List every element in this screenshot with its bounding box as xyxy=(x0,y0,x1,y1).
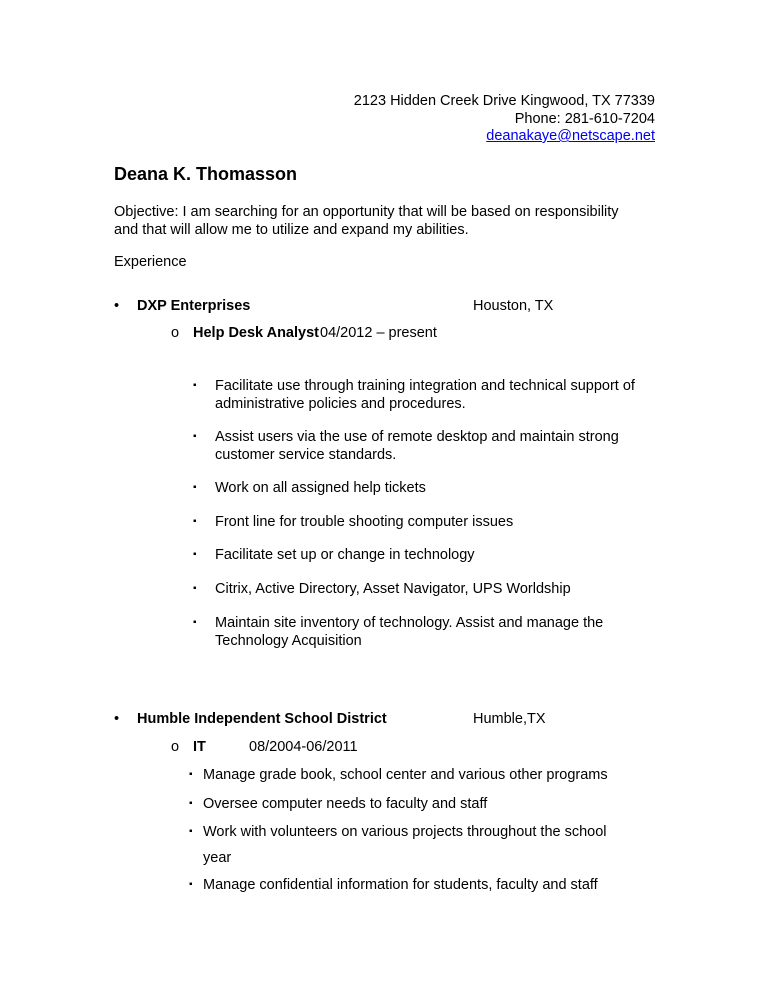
candidate-name: Deana K. Thomasson xyxy=(114,164,298,184)
job-company: DXP Enterprises xyxy=(137,298,251,314)
duty-line: Citrix, Active Directory, Asset Navigator, UPS Worldship xyxy=(215,581,571,597)
experience-heading: Experience xyxy=(114,254,187,270)
job-dates: 04/2012 – present xyxy=(320,325,437,341)
duty-line: Oversee computer needs to faculty and staff xyxy=(203,796,488,812)
duty-bullet: ▪ xyxy=(193,516,197,527)
duty-line: Facilitate set up or change in technology xyxy=(215,547,475,563)
duty-bullet: ▪ xyxy=(193,583,197,594)
duty-bullet: ▪ xyxy=(189,826,193,837)
contact-address: 2123 Hidden Creek Drive Kingwood, TX 77339 xyxy=(353,93,655,109)
duty-bullet: ▪ xyxy=(189,798,193,809)
job-title-marker: o xyxy=(171,739,180,755)
duty-bullet: ▪ xyxy=(193,431,197,442)
job-title-marker: o xyxy=(171,325,180,341)
duty-bullet: ▪ xyxy=(193,617,197,628)
duty-bullet: ▪ xyxy=(193,549,197,560)
duty-line: Work with volunteers on various projects throughout the school xyxy=(203,824,607,840)
duty-line: customer service standards. xyxy=(215,447,397,463)
duty-line: year xyxy=(203,850,232,866)
contact-email-link[interactable]: deanakaye@netscape.net xyxy=(486,128,655,144)
duty-line: Facilitate use through training integration and technical support of xyxy=(215,378,635,394)
objective-line-1: Objective: I am searching for an opportunity that will be based on responsibility xyxy=(114,204,619,220)
job-location: Humble,TX xyxy=(473,711,546,727)
job-dates: 08/2004-06/2011 xyxy=(249,739,358,755)
duty-line: Front line for trouble shooting computer issues xyxy=(215,514,514,530)
job-title: IT xyxy=(193,739,206,755)
duty-line: Manage grade book, school center and various other programs xyxy=(203,767,608,783)
job-bullet: • xyxy=(114,298,120,314)
job-title: Help Desk Analyst xyxy=(193,325,319,341)
duty-bullet: ▪ xyxy=(189,769,193,780)
duty-line: Manage confidential information for students, faculty and staff xyxy=(203,877,598,893)
duty-bullet: ▪ xyxy=(193,380,197,391)
job-bullet: • xyxy=(114,711,120,727)
duty-bullet: ▪ xyxy=(189,879,193,890)
job-company: Humble Independent School District xyxy=(137,711,387,727)
duty-line: administrative policies and procedures. xyxy=(215,396,466,412)
job-location: Houston, TX xyxy=(473,298,554,314)
duty-line: Work on all assigned help tickets xyxy=(215,480,426,496)
contact-phone: Phone: 281-610-7204 xyxy=(514,111,655,127)
objective-line-2: and that will allow me to utilize and expand my abilities. xyxy=(114,222,469,238)
duty-line: Technology Acquisition xyxy=(215,633,362,649)
duty-line: Assist users via the use of remote desktop and maintain strong xyxy=(215,429,619,445)
duty-bullet: ▪ xyxy=(193,482,197,493)
duty-line: Maintain site inventory of technology. Assist and manage the xyxy=(215,615,604,631)
